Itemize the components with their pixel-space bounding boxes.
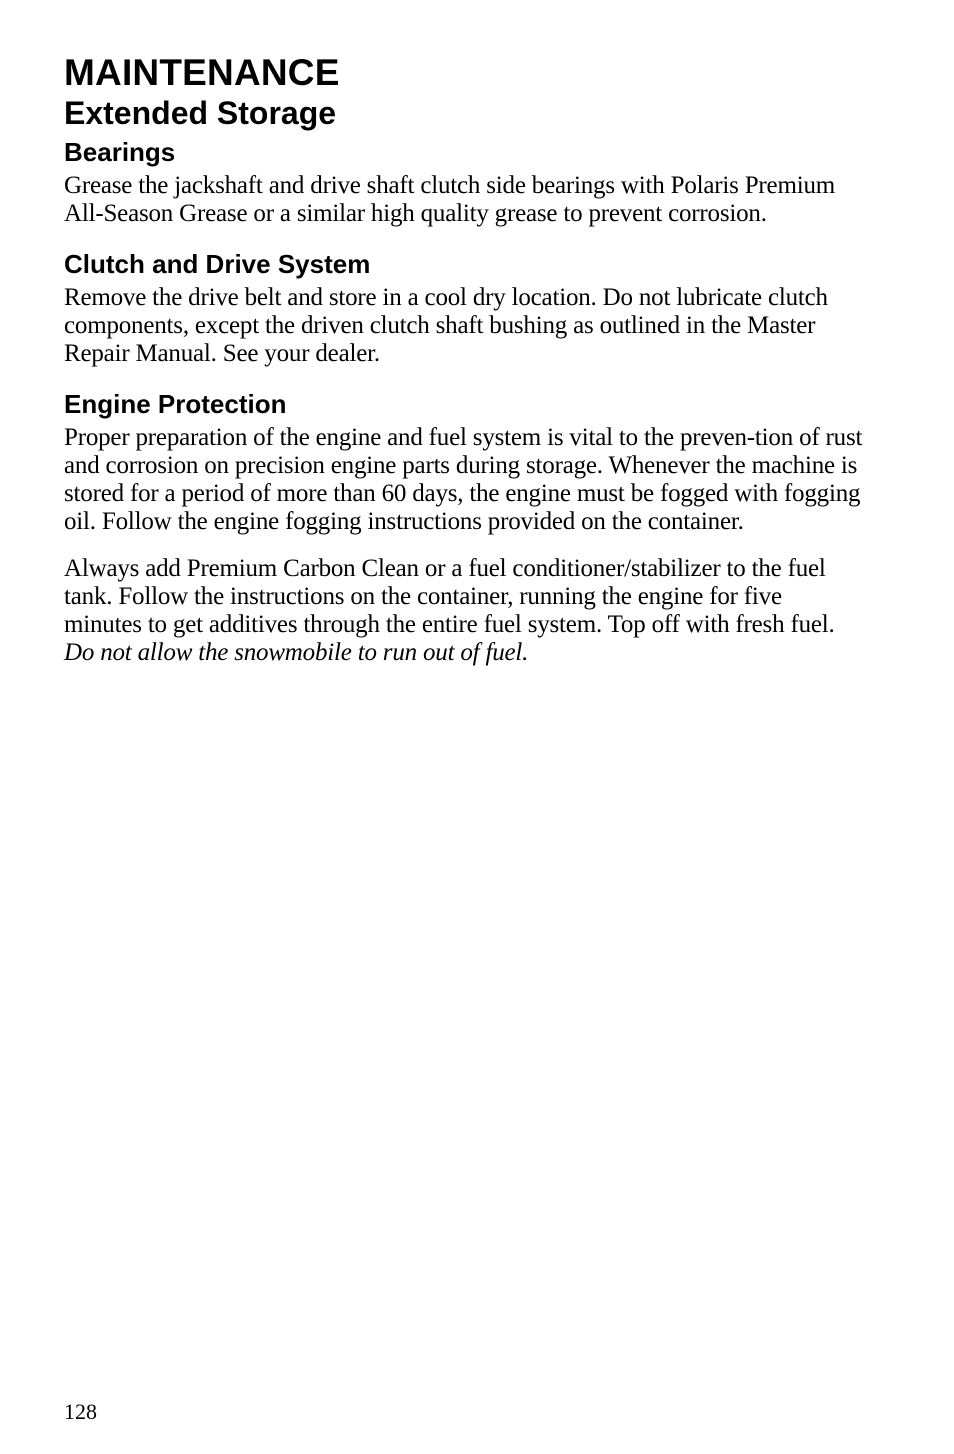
chapter-title: MAINTENANCE bbox=[64, 52, 340, 93]
subsection-bearings bbox=[64, 136, 864, 228]
manual-page bbox=[64, 52, 864, 667]
subsection-engine-protection bbox=[64, 388, 864, 667]
section-title: Extended Storage bbox=[64, 95, 337, 131]
engine-protection-paragraph-2 bbox=[64, 555, 864, 667]
subsection-title-bearings: Bearings bbox=[64, 137, 176, 167]
subsection-title-engine-protection: Engine Protection bbox=[64, 389, 287, 419]
bearings-paragraph: Grease the jackshaft and drive shaft clutch side bearings with Polaris Premium All-Season Grease or a similar high quality grease to prevent corrosion. bbox=[64, 172, 835, 227]
page-number: 128 bbox=[64, 1399, 97, 1424]
clutch-drive-paragraph: Remove the drive belt and store in a cool dry location. Do not lubricate clutch components, except the driven clutch shaft bushing as outlined in the Master Repair Manual. See your dealer. bbox=[64, 284, 828, 367]
fuel-warning-emphasis: Do not allow the snowmobile to run out of fuel. bbox=[64, 639, 529, 666]
subsection-title-clutch-drive: Clutch and Drive System bbox=[64, 249, 371, 279]
subsection-clutch-drive bbox=[64, 248, 864, 368]
engine-protection-paragraph-1: Proper preparation of the engine and fuel system is vital to the preven-tion of rust and corrosion on precision engine parts during storage. Whenever the machine is stored for a period of more than 60 days, the engine must be fogged with fogging oil. Follow the engine fogging instructions provided on the container. bbox=[64, 424, 863, 535]
fuel-instructions-text: Always add Premium Carbon Clean or a fuel conditioner/stabilizer to the fuel tank. Follow the instructions on the container, running the engine for five minutes to get additives through the entire fuel system. Top off with fresh fuel. bbox=[64, 555, 835, 638]
